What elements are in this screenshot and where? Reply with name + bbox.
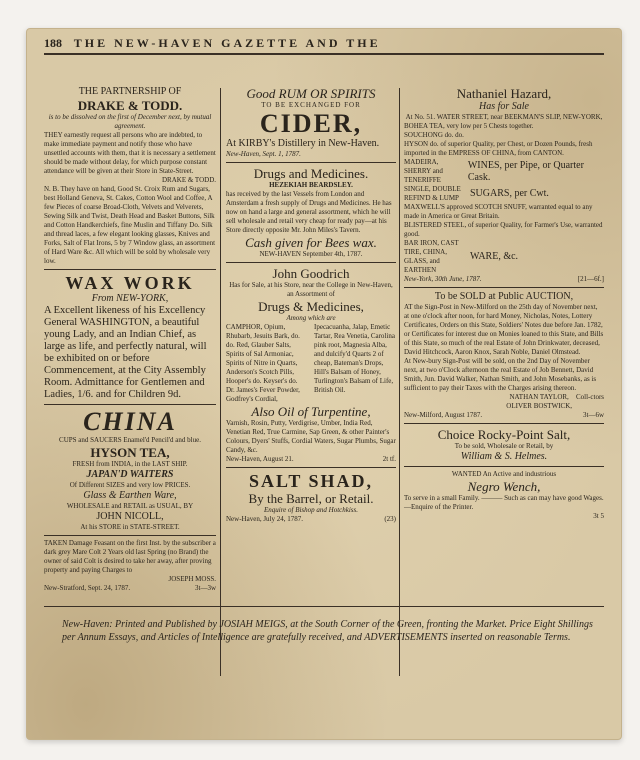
china-l2: HYSON TEA,	[90, 445, 170, 460]
column-3	[404, 86, 604, 521]
masthead	[44, 36, 604, 51]
column-rule-1	[220, 88, 221, 676]
china-l9: At his STORE in STATE-STREET.	[80, 523, 180, 531]
ware-left: BAR IRON, CAST TIRE, CHINA, GLASS, and EARTHEN	[404, 239, 459, 274]
rum-title: Good RUM OR SPIRITS	[246, 86, 376, 101]
among-label: Among which are	[286, 314, 336, 322]
taken-sign: JOSEPH MOSS.	[168, 575, 216, 583]
shad-sub: By the Barrel, or Retail.	[248, 491, 374, 506]
auction-body2: At New-bury Sign-Post will be sold, on the 2nd Day of November next, at two o'Clock afternoon the real Estate of Job Bennett, David Smith, Jun. David Walker, Nathan Smith, and John Mosebanks, as is sufficient to pay their Taxes with the Charges arising thereon.	[404, 357, 597, 392]
auction-code: 3t—6w	[583, 411, 604, 419]
hazard-date: New-York, 30th June, 1787.	[404, 275, 482, 283]
turp-body: Varnish, Rosin, Putty, Verdigrise, Umber, India Red, Venetian Red, True Carmine, Sap Green, & other Painter's Colours, Dyers' Stuffs, Cordial Waters, Sugar Plumbs, Sugar Candy, &c.	[226, 419, 396, 454]
steel: BLISTERED STEEL, of superior Quality, for Farmer's Use, warranted good.	[404, 221, 603, 238]
shad-code: (23)	[384, 515, 396, 523]
drugs-title: Drugs and Medicines.	[253, 166, 369, 181]
sugars-left: SINGLE, DOUBLE REFIN'D & LUMP	[404, 185, 461, 202]
snuff: MAXWELL'S approved SCOTCH SNUFF, warranted equal to any made in America or Great Britain.	[404, 203, 593, 220]
drake-body: THEY earnestly request all persons who are indebted, to make immediate payment and notify those who have unsettled accounts with them, that it is necessary a settlement should be made without delay, for which purpose constant attendance will be given at their Store in State-Street.	[44, 131, 216, 175]
goodrich-name: John Goodrich	[272, 266, 350, 281]
drake-sub: is to be dissolved on the first of December next, by mutual agreement.	[48, 113, 212, 130]
page-number: 188	[44, 36, 62, 50]
hazard-sale: Has for Sale	[479, 101, 529, 112]
hazard-addr: At No. 51. WATER STREET, near BEEKMAN'S SLIP, NEW-YORK,	[405, 113, 603, 121]
taken-code: 3t—3w	[195, 584, 216, 592]
footer-rule	[44, 606, 604, 607]
cash-date: NEW-HAVEN September 4th, 1787.	[259, 250, 363, 258]
china-title: CHINA	[83, 407, 177, 436]
wanted-body: To serve in a small Family. ——— Such as can may have good Wages.—Enquire of the Printer.	[404, 494, 604, 511]
list-left: CAMPHOR, Opium, Rhubarb, Jesuits Bark, do. do. Red, Glauber Salts, Spirits of Sal Armoniac, Spirits of Nitre in Quarts, Anderson's Scotch Pills, Hooper's do. Keyser's do. Dr. James's Fever Powder, Godfrey's Cordial,	[226, 323, 300, 403]
drake-nb: N. B. They have on hand, Good St. Croix Rum and Sugars, best Holland Geneva, St. Cakes, Cotton Wool and Coffee, A few Pieces of coarse Broad-Cloth, Velvets and Velverets, Sewing Silk and Twist, Death Head and Basket Buttons, Silk and Cotton Handkerchiefs, fine Muslin and Tiffany Do. Silk and thread laces, a few elegant looking glasses, Knives and Forks, Salt of Flat Irons, 5 by 7 Window glass, an assortment of Hard Ware &c. All which will be sold by wholesale very low.	[44, 185, 216, 265]
wax-title: WAX WORK	[65, 273, 195, 293]
china-l4: JAPAN'D WAITERS	[86, 469, 174, 480]
rum-body: At KIRBY's Distillery in New-Haven.	[226, 138, 380, 149]
auction-date: New-Milford, August 1787.	[404, 411, 483, 419]
drugs2-title: Drugs & Medicines,	[258, 299, 364, 314]
auction-sign1: NATHAN TAYLOR,	[509, 393, 569, 401]
column-1	[44, 86, 216, 593]
ware-right: WARE, &c.	[470, 251, 519, 262]
hyson: HYSON do. of superior Quality, per Chest, or Dozen Pounds, fresh imported in the EMPRESS OF CHINA, from CANTON.	[404, 140, 593, 157]
china-l3: FRESH from INDIA, in the LAST SHIP.	[72, 460, 188, 468]
souchong: SOUCHONG do. do.	[404, 131, 464, 139]
shad-body: Enquire of Bishop and Hotchkiss.	[263, 506, 359, 514]
salt-sub: To be sold, Wholesale or Retail, by	[454, 442, 554, 450]
cider-title: CIDER,	[259, 109, 363, 138]
china-l6: Glass & Earthen Ware,	[83, 490, 177, 501]
taken-body: TAKEN Damage Feasant on the first Inst. by the subscriber a dark grey Mare Colt 2 Years old last Spring (no Brand) the owner of said Colt is desired to take her away, after proving property and paying Charges to	[44, 539, 216, 574]
wench: Negro Wench,	[467, 479, 541, 494]
salt-name: William & S. Helmes.	[460, 451, 548, 462]
cash-line: Cash given for Bees wax.	[245, 235, 377, 250]
hezekiah: HEZEKIAH BEARDSLEY.	[269, 181, 353, 189]
goodrich-sub: Has for Sale, at his Store, near the College in New-Haven, an Assortment of	[229, 281, 393, 298]
wines-left: MADEIRA, SHERRY and TENERIFFE	[404, 158, 443, 184]
hazard-name: Nathaniel Hazard,	[456, 86, 552, 101]
china-l5: Of Different SIZES and very low PRICES.	[69, 481, 191, 489]
gazette-title: THE NEW-HAVEN GAZETTE AND THE	[73, 36, 381, 50]
china-l7: WHOLESALE and RETAIL as USUAL, BY	[66, 502, 194, 510]
bohea: BOHEA TEA, very low per 5 Chests together.	[404, 122, 534, 130]
drake-title-2: DRAKE & TODD.	[77, 98, 183, 113]
column-2	[226, 86, 396, 524]
drugs-body: has received by the last Vessels from London and Amsterdam a fresh supply of Drugs and Medicines. He has now on hand a large and general assortment, which he will sell wholesale and retail very cheap for ready pay—at his Store directly opposite Mr. John Miles's Tavern.	[226, 190, 392, 234]
masthead-rule	[44, 53, 604, 55]
shad-date: New-Haven, July 24, 1787.	[226, 515, 303, 523]
china-l8: JOHN NICOLL,	[96, 511, 164, 522]
drake-title-1: THE PARTNERSHIP OF	[78, 86, 182, 97]
wines-right: WINES, per Pipe, or Quarter Cask.	[467, 159, 584, 183]
imprint-footer: New-Haven: Printed and Published by JOSIAH MEIGS, at the South Corner of the Green, fronting the Market. Price Eight Shillings per Annum Essays, and Articles of Intelligence are gratefully received, and ADVERTISEMENTS inserted on reasonable Terms.	[62, 619, 593, 643]
turp-date: New-Haven, August 21.	[226, 455, 294, 463]
wax-from: From NEW-YORK,	[91, 293, 169, 304]
auction-sign2: OLIVER BOSTWICK,	[506, 402, 572, 410]
auction-title: To be SOLD at Public AUCTION,	[434, 291, 574, 302]
list-right: Ipecacuanha, Jalap, Emetic Tartar, Rea Venetia, Carolina pink root, Magnesia Alba, and dulcify'd Quarts 2 of cheap, Bateman's Drops, Hill's Balsam of Honey, Turlington's Balsam of Life, British Oil.	[314, 323, 395, 394]
rum-sub: TO BE EXCHANGED FOR	[261, 101, 361, 109]
turp-code: 2t tf.	[382, 455, 396, 463]
hazard-code: [21—6f.]	[577, 275, 604, 283]
taken-date: New-Stratford, Sept. 24, 1787.	[44, 584, 131, 592]
turp-title: Also Oil of Turpentine,	[251, 404, 371, 419]
sugars-right: SUGARS, per Cwt.	[470, 188, 549, 199]
auction-body: AT the Sign-Post in New-Milford on the 25th day of November next, at one o'clock after noon, for hard Money, Nicholas, Notes, Lottery Certificates, Orders on this State, Soldiers' Notes due before Jan. 1782, or Certificates for interest due on Monies loaned to this State, and Bills of this State, so much of the real Estate of John Drinkwater, deceased, David Hitchcock, Aaron Knox, Sarah Noble, Daniel Olmstead.	[404, 303, 604, 356]
shad-title: SALT SHAD,	[248, 471, 374, 491]
rum-date: New-Haven, Sept. 1, 1787.	[226, 150, 301, 158]
wax-body: A Excellent likeness of his Excellency General WASHINGTON, a beautiful young Lady, and an Indian Chief, as large as life, and perfectly natural, will be exhibited on or before Commencement, at the City Assembly Room. Admittance for Gentlemen and Ladies, 1/6. and for Children 9d.	[44, 305, 207, 400]
wanted: WANTED An Active and industrious	[451, 470, 557, 478]
drake-sign: DRAKE & TODD.	[162, 176, 216, 184]
auction-sign-right: Coll-ctors	[576, 393, 604, 401]
wanted-code: 3t 5	[593, 512, 604, 520]
china-l1: CUPS and SAUCERS Enamel'd Pencil'd and blue.	[59, 436, 201, 444]
column-rule-2	[399, 88, 400, 676]
salt-title: Choice Rocky-Point Salt,	[437, 427, 571, 442]
